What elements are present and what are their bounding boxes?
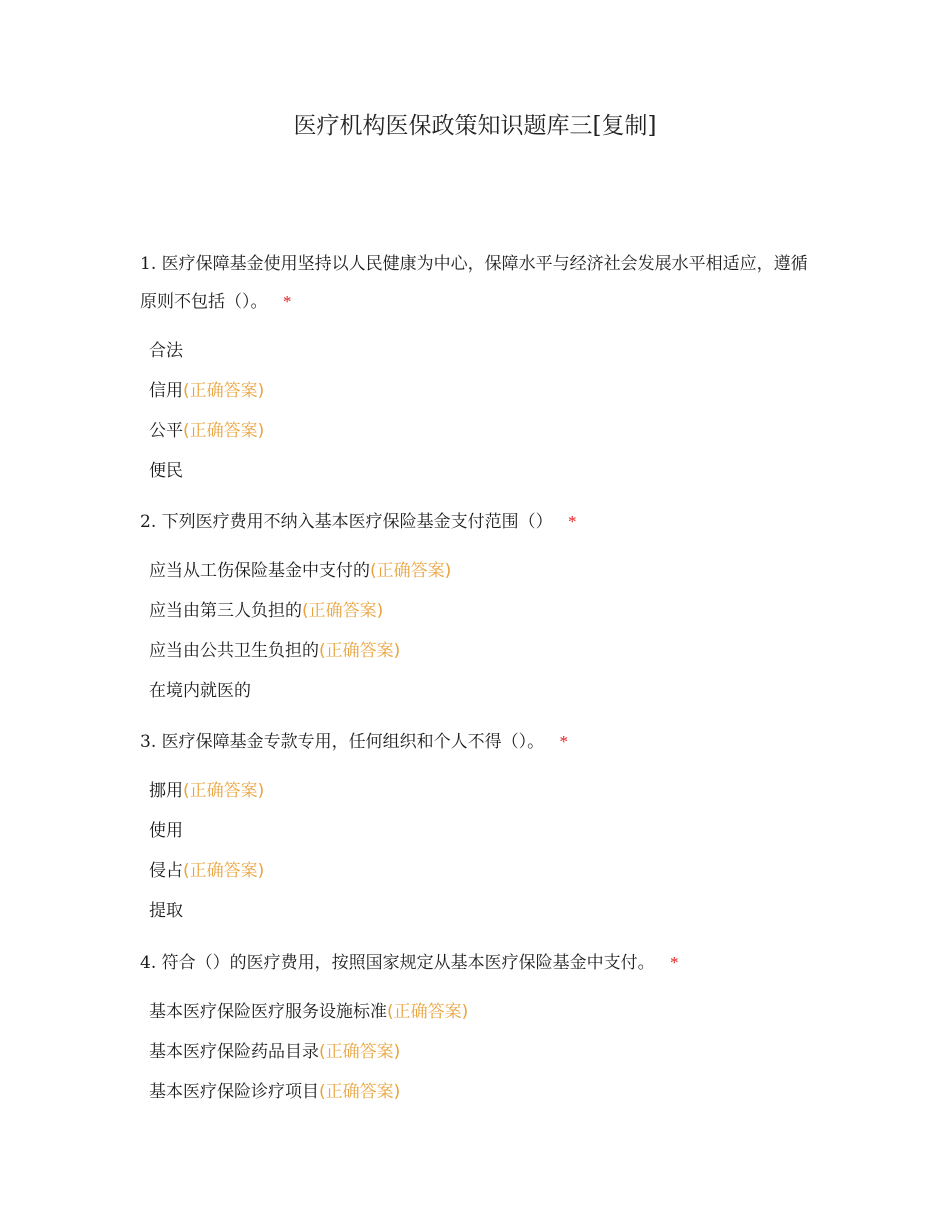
option-item[interactable] (140, 851, 810, 891)
option-label: 使用 (149, 821, 183, 841)
question-number: 4. (140, 953, 157, 973)
option-item[interactable] (140, 631, 810, 671)
correct-answer-tag: (正确答案) (183, 381, 265, 401)
option-list (140, 331, 810, 491)
option-label: 挪用 (149, 781, 183, 801)
option-label: 基本医疗保险药品目录 (149, 1042, 319, 1062)
correct-answer-tag: (正确答案) (319, 641, 401, 661)
question-number: 1. (140, 254, 157, 274)
option-item[interactable] (140, 811, 810, 851)
correct-answer-tag: (正确答案) (302, 601, 384, 621)
question-body: 医疗保障基金使用坚持以人民健康为中心，保障水平与经济社会发展水平相适应，遵循原则不包括（）。 (140, 254, 808, 312)
correct-answer-tag: (正确答案) (319, 1082, 401, 1102)
option-label: 合法 (149, 341, 183, 361)
question-4 (140, 944, 810, 1112)
correct-answer-tag: (正确答案) (183, 781, 265, 801)
option-label: 便民 (149, 461, 183, 481)
option-item[interactable] (140, 671, 810, 711)
option-label: 应当由第三人负担的 (149, 601, 302, 621)
question-3 (140, 723, 810, 931)
option-item[interactable] (140, 891, 810, 931)
option-label: 基本医疗保险医疗服务设施标准 (149, 1002, 387, 1022)
question-text (140, 944, 810, 982)
option-item[interactable] (140, 1072, 810, 1112)
option-label: 在境内就医的 (149, 681, 251, 701)
option-label: 侵占 (149, 861, 183, 881)
correct-answer-tag: (正确答案) (387, 1002, 469, 1022)
page-title: 医疗机构医保政策知识题库三[复制] (293, 113, 657, 139)
option-list (140, 771, 810, 931)
question-number: 3. (140, 732, 157, 752)
option-item[interactable] (140, 371, 810, 411)
option-label: 提取 (149, 901, 183, 921)
question-number: 2. (140, 512, 157, 532)
question-text (140, 503, 810, 541)
option-label: 应当由公共卫生负担的 (149, 641, 319, 661)
question-text (140, 245, 810, 321)
option-label: 信用 (149, 381, 183, 401)
option-list (140, 551, 810, 711)
question-body: 医疗保障基金专款专用，任何组织和个人不得（）。 (161, 732, 545, 752)
option-list (140, 992, 810, 1112)
option-item[interactable] (140, 411, 810, 451)
option-item[interactable] (140, 331, 810, 371)
option-item[interactable] (140, 591, 810, 631)
question-text (140, 723, 810, 761)
option-item[interactable] (140, 992, 810, 1032)
question-body: 符合（）的医疗费用，按照国家规定从基本医疗保险基金中支付。 (161, 953, 655, 973)
option-label: 基本医疗保险诊疗项目 (149, 1082, 319, 1102)
required-mark: * (670, 953, 679, 972)
question-2 (140, 503, 810, 711)
option-item[interactable] (140, 1032, 810, 1072)
required-mark: * (559, 732, 569, 751)
required-mark: * (282, 292, 292, 311)
question-1 (140, 245, 810, 491)
correct-answer-tag: (正确答案) (183, 421, 265, 441)
required-mark: * (568, 512, 577, 531)
correct-answer-tag: (正确答案) (370, 561, 452, 581)
correct-answer-tag: (正确答案) (319, 1042, 401, 1062)
option-item[interactable] (140, 451, 810, 491)
question-body: 下列医疗费用不纳入基本医疗保险基金支付范围（） (161, 512, 553, 532)
correct-answer-tag: (正确答案) (183, 861, 265, 881)
option-label: 公平 (149, 421, 183, 441)
option-item[interactable] (140, 551, 810, 591)
option-label: 应当从工伤保险基金中支付的 (149, 561, 370, 581)
option-item[interactable] (140, 771, 810, 811)
